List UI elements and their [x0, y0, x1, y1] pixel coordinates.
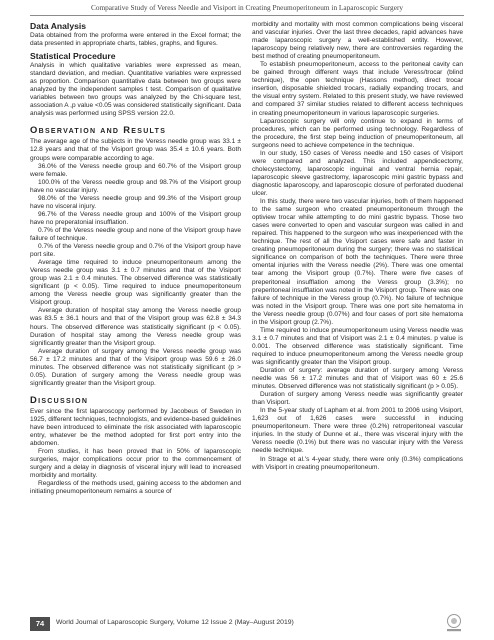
discussion-paragraph: In the 5-year study of Lapham et al. from 2001 to 2006 using Visiport, 1,623 out of 1,626 cases were successful in inducing pneumoperitoneum. There were three (0.2%) retroperitoneal vascular injuries. In the study of Dunne et al., there was visceral injury with the Veress needle (0.1%) but there was no vascular injury with the Veress needle technique. — [252, 407, 463, 455]
data-analysis-heading: Data Analysis — [30, 21, 87, 31]
results-paragraph: 0.7% of the Veress needle group and none of the Visiport group have failure of technique. — [30, 226, 241, 242]
discussion-paragraph: Ever since the first laparoscopy performed by Jacobeus of Sweden in 1925, different techniques, technologists, and evidence-based guidelines have been introduced to eliminate the risk associated with laparoscopic entry, whatever be the method adopted for first port entry into the abdomen. — [30, 407, 241, 448]
discussion-paragraph: Time required to induce pneumoperitoneum using Veress needle was 3.1 ± 0.7 minutes and that of Visiport was 2.1 ± 0.4 minutes. p value is 0.001. The observed difference was statistically significant. Time required to induce pneumoperitoneum among the Veress needle group was significantly greater than the Visiport group. — [252, 326, 463, 366]
results-paragraph: 96.7% of the Veress needle group and 100% of the Visiport group have no preperatonial insufflation. — [30, 210, 241, 226]
left-column — [30, 21, 241, 613]
results-paragraph: Average duration of hospital stay among the Veress needle group was 83.5 ± 36.1 hours and that of the Visiport group was 62.8 ± 34.3 hours. The observed difference was statistically significant (p < 0.05). Duration of hospital stay among the Veress needle group was significantly greater than the Visiport group. — [30, 307, 241, 347]
discussion-paragraph: Duration of surgery: average duration of surgery among Veress needle was 56 ± 17.2 minutes and that of Visiport was 60 ± 25.6 minutes. Observed difference was not statistically significant (p > 0.05). — [252, 367, 463, 391]
results-paragraph: The average age of the subjects in the Veress needle group was 33.1 ± 12.8 years and that of the Visiport group was 35.4 ± 10.6 years. Both groups were comparable according to age. — [30, 138, 241, 162]
discussion-paragraph: Duration of surgery among Veress needle was significantly greater than Visiport. — [252, 391, 463, 407]
results-paragraph: 100.0% of the Veress needle group and 98.7% of the Visiport group have no vascular injury. — [30, 178, 241, 194]
discussion-paragraph: In our study, 150 cases of Veress needle and 150 cases of Visiport were compared and analyzed. This included appendicectomy, cholecystectomy, laparoscopic inguinal and ventral hernia repair, laparoscopic sleeve gastrectomy, laparoscopic mini gastric bypass and diagnostic laparoscopy, and laparoscopic closure of perforated duodenal ulcer. — [252, 149, 463, 197]
page-number: 74 — [30, 617, 50, 631]
running-header: Comparative Study of Veress Needle and Visiport in Creating Pneumoperitoneum in Laparoscopic Surgery — [90, 3, 404, 12]
header-rule — [30, 15, 464, 16]
discussion-paragraph: Laparoscopic surgery will only continue to expand in terms of procedures, which can be performed using technology. Regardless of the procedure, the first step being induction of pneumoperitoneum, all surgeons need to achieve competence in the technique. — [252, 117, 463, 149]
statistical-procedure-heading: Statistical Procedure — [30, 51, 116, 62]
journal-footer: World Journal of Laparoscopic Surgery, Volume 12 Issue 2 (May–August 2019) — [56, 619, 294, 626]
discussion-paragraph: In this study, there were two vascular injuries, both of them happened to the same surgeon who created pneumoperitoneum through the optiview trocar while attempting to do mini gastric bypass. Those two cases were converted to open and vascular surgeon was called in and repaired. This happened to the surgeon who was inexperienced with the technique. The rest of all the Visiport cases were safe and faster in creating pneumoperitoneum during the surgery; there was no statistical significance on comparison of both the techniques. There were three omental injuries with the Veress needle (2%). There was one omental tear among the Visiport group (0.7%). There were five cases of preperitoneal insufflation among the Veress group (3.3%); no preperitoneal insufflation was noted in the Visiport group. There was one failure of technique in the Veress group (0.7%). No failure of technique was noted in the Visiport group. There was one port site hematoma in the Veress needle group (0.07%) and four cases of port site hematoma in the Visiport group (2.7%). — [252, 198, 463, 326]
data-analysis-paragraph: Data obtained from the proforma were entered in the Excel format; the data presented in appropriate charts, tables, graphs, and figures. — [30, 32, 241, 48]
discussion-paragraph: morbidity and mortality with most common complications being visceral and vascular injuries. Over the last three decades, rapid advances have made laparoscopic surgery a well-established entity. However, laparoscopy being relatively new, there are controversies regarding the best method of creating pneumoperitoneum. — [252, 21, 463, 61]
statistical-procedure-paragraph: Analysis in which qualitative variables were expressed as mean, standard deviation, and median. Quantitative variables were expressed as proportion. Comparison quantitative data between two groups were analyzed by the independent samples t test. Comparison of qualitative variables between two groups was analyzed by the Chi-square test, association A ,p value <0.05 was considered statistically significant. Data analysis was performed using SPSS version 22.0. — [30, 62, 241, 118]
observation-results-heading: Observation and Results — [30, 124, 167, 136]
results-paragraph: 98.0% of the Veress needle group and 99.3% of the Visiport group have no visceral injury. — [30, 194, 241, 210]
results-paragraph: 0.7% of the Veress needle group and 0.7% of the Visiport group have port site. — [30, 243, 241, 259]
results-paragraph: 36.0% of the Veress needle group and 60.7% of the Visiport group were female. — [30, 162, 241, 178]
results-paragraph: Average duration of surgery among the Veress needle group was 56.7 ± 17.2 minutes and that of the Visiport group was 59.6 ± 26.0 minutes. The observed difference was not statistically significant (p > 0.05). Duration of surgery among the Veress needle group was significantly greater than the Visiport group. — [30, 347, 241, 387]
results-paragraph: Average time required to induce pneumoperitoneum among the Veress needle group was 3.1 ± 0.7 minutes and that of the Visiport group was 2.1 ± 0.4 minutes. The observed difference was statistically significant (p < 0.05). Time required to induce pneumoperitoneum among the Veress needle group was significantly greater than the Visiport group. — [30, 259, 241, 307]
journal-logo-icon — [443, 613, 465, 633]
discussion-heading: Discussion — [30, 393, 89, 405]
discussion-paragraph: Regardless of the methods used, gaining access to the abdomen and initiating pneumoperitoneum remains a source of — [30, 480, 241, 496]
discussion-paragraph: From studies, it has been proved that in 50% of laparoscopic surgeries, major complications occur prior to the commencement of surgery and a delay in diagnosis of visceral injury will lead to increased morbidity and mortality. — [30, 448, 241, 480]
discussion-paragraph: In Strage et al.'s 4-year study, there were only (0.3%) complications with Visiport in creating pneumoperitoneum. — [252, 455, 463, 471]
discussion-paragraph: To establish pneumoperitoneum, access to the peritoneal cavity can be gained through different ways that include Veress/trocar (blind technique), the open technique (Hassons method), direct trocar insertion, disposable shielded trocars, radially expanding trocars, and the visual entry system. Related to this present study, we have reviewed and compared 37 similar studies related to different access techniques in creating pneumoperitoneum in various laparoscopic surgeries. — [252, 61, 463, 117]
right-column — [252, 21, 463, 613]
